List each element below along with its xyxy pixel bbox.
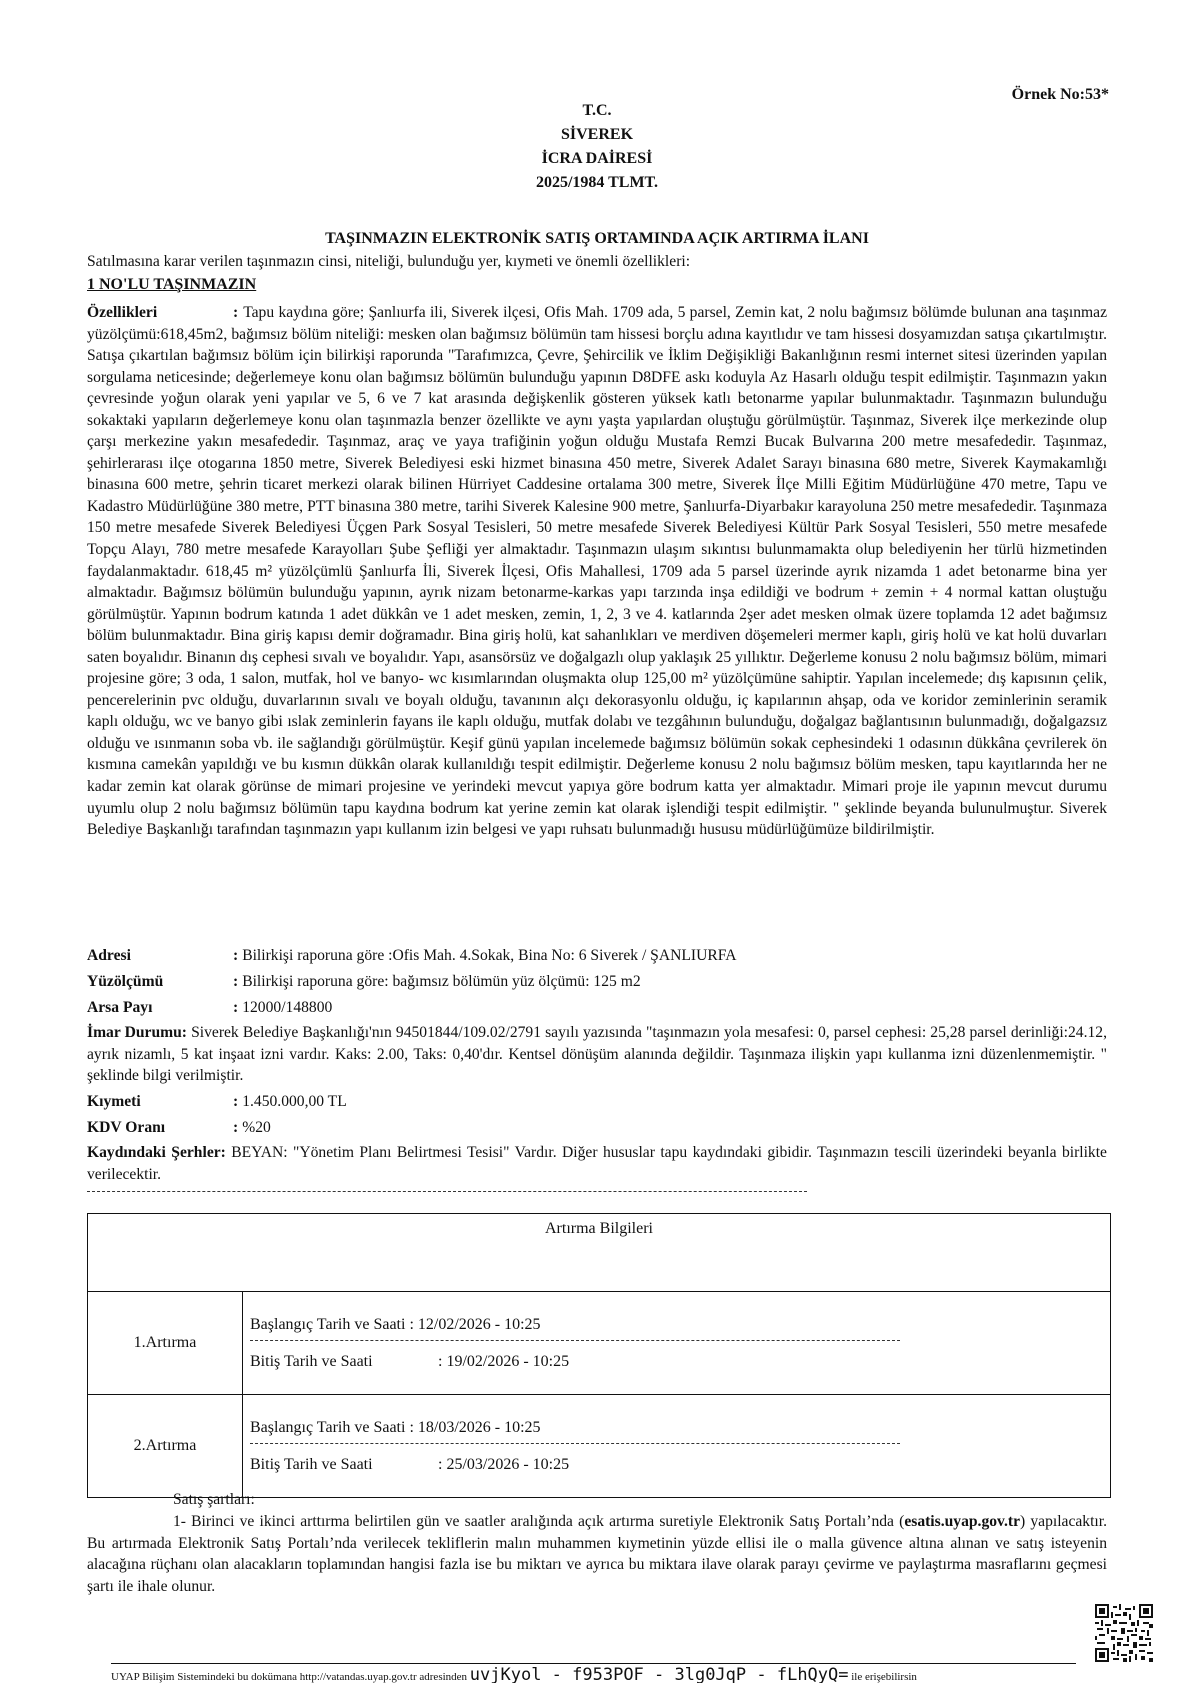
address-value: Bilirkişi raporuna göre :Ofis Mah. 4.Sokak, Bina No: 6 Siverek / ŞANLIURFA (242, 947, 737, 964)
zoning-paragraph (87, 1022, 1107, 1087)
round-1-end-label: Bitiş Tarih ve Saati (250, 1352, 373, 1370)
land-share-value: 12000/148800 (242, 999, 333, 1016)
features-text: Tapu kaydına göre; Şanlıurfa ili, Siverek ilçesi, Ofis Mah. 1709 ada, 5 parsel, Zemin kat, 2 nolu bağımsız bölümde bulunan ana taşınmaz yüzölçümü:618,45m2, bağımsız bölüm niteliği: mesken olan bağımsız bölümün tam hissesi borçlu adına kayıtlıdır ve tam hissesi dosyamızdan satışa çıkartılmıştır. Satışa çıkartılan bağımsız bölüm için bilirkişi raporunda "Tarafımızca, Çevre, Şehircilik ve İklim Değişikliği Bakanlığının resmi internet sitesi üzerinden yapılan sorgulama neticesinde; değerlemeye konu olan bağımsız bölümün bulunduğu yapının D8DFE askı koduyla Az Hasarlı olduğu tespit edilmiştir. Taşınmazın yakın çevresinde yoğun olarak yeni yapılar ve 5, 6 ve 7 kat arasında değişkenlik gösteren yüksek katlı betonarme yapılar bulunmaktadır. Taşınmazın bulunduğu sokaktaki yapıların değerlemeye konu olan taşınmazla benzer özellikte ve aynı yaşta yapılardan oluştuğu görülmüştür. Taşınmaz, Siverek ilçe merkezinde olup çarşı merkezine yakın mesafededir. Taşınmaz, araç ve yaya trafiğinin yoğun olduğu Mustafa Remzi Bucak Bulvarına 200 metre mesafededir. Taşınmaz, şehirlerarası ilçe otogarına 1850 metre, Siverek Belediyesi eski hizmet binasına 450 metre, Siverek Adalet Sarayı binasına 680 metre, Siverek Kaymakamlığı binasına 600 metre, şehrin ticaret merkezi olarak bilinen Hürriyet Caddesine ortalama 300 metre, Siverek İlçe Milli Eğitim Müdürlüğüne 470 metre, Tapu ve Kadastro Müdürlüğüne 380 metre, PTT binasına 380 metre, tarihi Siverek Kalesine 900 metre, Şanlıurfa-Diyarbakır karayoluna 250 metre mesafededir. Taşınmaza 150 metre mesafede Siverek Belediyesi Üçgen Park Sosyal Tesisleri, 50 metre mesafede Siverek Belediyesi Kültür Park Sosyal Tesisleri, 550 metre mesafede Topçu Alayı, 780 metre mesafede Karayolları Şube Şefliği yer almaktadır. Taşınmazın ulaşım sıkıntısı bulunmamakta olup belediyenin her türlü hizmetinden faydalanmaktadır. 618,45 m² yüzölçümlü Şanlıurfa İli, Siverek İlçesi, Ofis Mahallesi, 1709 ada 5 parsel üzerinde ayrık nizamda 1 adet betonarme bina yer almaktadır. Bağımsız bölümün bulunduğu yapının, ayrık nizam betonarme-karkas yapı tarzında inşa edildiği ve bodrum + zemin + 4 normal kattan oluştuğu görülmüştür. Yapının bodrum katında 1 adet dükkân ve 1 adet mesken, zemin, 1, 2, 3 ve 4. katlarında 2şer adet mesken olmak üzere toplamda 12 adet bağımsız bölüm bulunmaktadır. Bina giriş kapısı demir doğramadır. Bina giriş holü, kat sahanlıkları ve merdiven döşemeleri mermer kaplı, giriş holü ve kat holü duvarları saten boyalıdır. Binanın dış cephesi sıvalı ve boyalıdır. Yapı, asansörsüz ve doğalgazlı olup yaklaşık 25 yıllıktır. Değerleme konusu 2 nolu bağımsız bölüm, mimari projesine göre; 3 oda, 1 salon, mutfak, hol ve banyo- wc kısımlarından oluşmakta olup 125,00 m² yüzölçümüne sahiptir. Yapılan incelemede; dış kapısının çelik, pencerelerinin pvc olduğu, duvarlarının sıvalı ve boyalı olduğu, tavanının alçı dekorasyonlu olduğu, iç kapılarının ahşap, oda ve koridor zeminlerinin seramik kaplı olduğu, wc ve banyo gibi ıslak zeminlerin fayans ile kaplı olduğu, mutfak dolabı ve tezgâhının bulunduğu, doğalgaz bağlantısının bulunmadığı, doğalgazsız olduğu ve ısınmanın soba vb. ile sağlandığı görülmüştür. Keşif günü yapılan incelemede bağımsız bölümün sokak cephesindeki 1 odasının dükkâna çevrilerek ön kısmına camekân yapıldığı ve bu kısmın dükkân olarak kullanıldığı tespit edilmiştir. Değerleme konusu 2 nolu bağımsız bölüm mesken, tapu kayıtlarında her ne kadar zemin kat olarak görünse de mimari projesine ve yerindeki mevcut yapıya göre bodrum katta yer almaktadır. Mimari proje ile yapının mevcut durumu uyumlu olup 2 nolu bağımsız bölümün tapu kaydına bodrum kat yerine zemin kat olarak işlendiği tespit edilmiştir. " şeklinde beyanda bulunulmuştur. Siverek Belediye Başkanlığı tarafından taşınmazın yapı kullanım izin belgesi ve yapı ruhsatı bulunmadığı hususu müdürlüğümüze bildirilmiştir. (87, 304, 1107, 839)
land-share-row: Arsa Payı : 12000/148800 (87, 999, 333, 1016)
footer-suffix: ile erişebilirsin (851, 1671, 917, 1683)
office-name: İCRA DAİRESİ (541, 150, 653, 167)
document-page (87, 0, 1107, 1683)
round-1-start: : 12/02/2026 - 10:25 (409, 1315, 541, 1333)
round-2-start: : 18/03/2026 - 10:25 (409, 1418, 541, 1436)
zoning-value: Siverek Belediye Başkanlığı'nın 94501844/109.02/2791 sayılı yazısında "taşınmazın yola mesafesi: 0, parsel cephesi: 25,28 parsel derinliği:24.12, ayrık nizamlı, 5 kat inşaat izni vardır. Kaks: 2.00, Taks: 0,40'dır. Kentsel dönüşüm alanında değildir. Taşınmaza ilişkin yapı kullanma izni düzenlenmemiştir. " şeklinde bilgi verilmiştir. (87, 1024, 1107, 1085)
verification-code: uvjKyol - f953POF - 3lg0JqP - fLhQyQ= (469, 1665, 849, 1683)
sample-number: Örnek No:53* (1011, 86, 1109, 103)
address-row: Adresi : Bilirkişi raporuna göre :Ofis Mah. 4.Sokak, Bina No: 6 Siverek / ŞANLIURFA (87, 947, 737, 964)
terms-heading: Satış şartları: (173, 1491, 255, 1508)
area-label: Yüzölçümü (87, 973, 164, 990)
round-2-end: : 25/03/2026 - 10:25 (438, 1455, 570, 1473)
dashed-separator (87, 1191, 807, 1192)
auction-table (87, 1213, 1111, 1498)
land-share-label: Arsa Payı (87, 999, 153, 1016)
terms-item-1 (87, 1511, 1107, 1597)
footer-prefix: UYAP Bilişim Sistemindeki bu dokümana http://vatandas.uyap.gov.tr adresinden (111, 1671, 468, 1683)
round-1-name: 1.Artırma (88, 1292, 243, 1395)
vat-row: KDV Oranı : %20 (87, 1119, 271, 1136)
round-2-start-label: Başlangıç Tarih ve Saati (250, 1418, 406, 1436)
country-header: T.C. (582, 102, 612, 119)
qr-code-icon (1095, 1604, 1153, 1662)
features-label: Özellikleri (87, 304, 158, 321)
annotations-value: BEYAN: "Yönetim Planı Belirtmesi Tesisi" Vardır. Diğer hususlar tapu kaydındaki gibidir. Taşınmazın tescili üzerindeki beyanla birlikte verilecektir. (87, 1144, 1107, 1183)
footer (111, 1665, 917, 1683)
footer-rule (111, 1663, 1076, 1664)
notice-title: TAŞINMAZIN ELEKTRONİK SATIŞ ORTAMINDA AÇIK ARTIRMA İLANI (325, 230, 869, 247)
court-city: SİVEREK (560, 126, 634, 143)
area-value: Bilirkişi raporuna göre: bağımsız bölümün yüz ölçümü: 125 m2 (242, 973, 641, 990)
auction-table-title: Artırma Bilgileri (88, 1214, 1111, 1264)
area-row: Yüzölçümü : Bilirkişi raporuna göre: bağımsız bölümün yüz ölçümü: 125 m2 (87, 973, 641, 990)
round-1-start-label: Başlangıç Tarih ve Saati (250, 1315, 406, 1333)
intro-text: Satılmasına karar verilen taşınmazın cinsi, niteliği, bulunduğu yer, kıymeti ve önemli özellikleri: (87, 253, 691, 270)
value-label: Kıymeti (87, 1093, 141, 1110)
terms-item-1-suffix: ) yapılacaktır. Bu artırmada Elektronik Satış Portalı’nda verilecek tekliflerin malın muhammen kıymetinin yüzde ellisi ile o malla güvence altına alınan ve satış isteyenin alacağına rüçhanı olan alacakların toplamından hangisi fazla ise bu miktarı ve ayrıca bu miktara ilave olarak parayı çevirme ve paylaştırma masraflarını geçmesi şartı ile ihale olunur. (87, 1513, 1107, 1595)
round-2-end-label: Bitiş Tarih ve Saati (250, 1455, 373, 1473)
round-2-name: 2.Artırma (88, 1395, 243, 1498)
portal-link[interactable]: esatis.uyap.gov.tr (904, 1513, 1020, 1530)
annotations-paragraph (87, 1142, 1107, 1185)
zoning-label: İmar Durumu: (87, 1024, 187, 1041)
round-1-end: : 19/02/2026 - 10:25 (438, 1352, 570, 1370)
auction-round-1 (88, 1292, 1111, 1395)
value-row: Kıymeti : 1.450.000,00 TL (87, 1093, 347, 1110)
vat-label: KDV Oranı (87, 1119, 166, 1136)
file-number: 2025/1984 TLMT. (535, 174, 659, 191)
annotations-label: Kaydındaki Şerhler: (87, 1144, 226, 1161)
lot-title: 1 NO'LU TAŞINMAZIN (87, 276, 257, 293)
value-amount: 1.450.000,00 TL (242, 1093, 347, 1110)
features-paragraph: Özellikleri : Tapu kaydına göre; Şanlıurfa ili, Siverek ilçesi, Ofis Mah. 1709 ada, 5 parsel, Zemin kat, 2 nolu bağımsız bölümde bulunan ana taşınmaz yüzölçümü:618,45m2, bağımsız bölüm niteliği: mesken olan bağımsız bölümün tam hissesi borçlu adına kayıtlıdır ve tam hissesi dosyamızdan satışa çıkartılmıştır. Satışa çıkartılan bağımsız bölüm için bilirkişi raporunda "Tarafımızca, Çevre, Şehircilik ve İklim Değişikliği Bakanlığının resmi internet sitesi üzerinden yapılan sorgulama neticesinde; değerlemeye konu olan bağımsız bölümün bulunduğu yapının D8DFE askı koduyla Az Hasarlı olduğu tespit edilmiştir. Taşınmazın yakın çevresinde yoğun olarak yeni yapılar ve 5, 6 ve 7 kat arasında değişkenlik gösteren yüksek katlı betonarme yapılar bulunmaktadır. Taşınmazın bulunduğu sokaktaki yapıların değerlemeye konu olan taşınmazla benzer özellikte ve aynı yaşta yapılardan oluştuğu görülmüştür. Taşınmaz, Siverek ilçe merkezinde olup çarşı merkezine yakın mesafededir. Taşınmaz, araç ve yaya trafiğinin yoğun olduğu Mustafa Remzi Bucak Bulvarına 200 metre mesafededir. Taşınmaz, şehirlerarası ilçe otogarına 1850 metre, Siverek Belediyesi eski hizmet binasına 450 metre, Siverek Adalet Sarayı binasına 680 metre, Siverek Kaymakamlığı binasına 600 metre, şehrin ticaret merkezi olarak bilinen Hürriyet Caddesine ortalama 300 metre, Siverek İlçe Milli Eğitim Müdürlüğüne 470 metre, Tapu ve Kadastro Müdürlüğüne 380 metre, PTT binasına 380 metre, tarihi Siverek Kalesine 900 metre, Şanlıurfa-Diyarbakır karayoluna 250 metre mesafededir. Taşınmaza 150 metre mesafede Siverek Belediyesi Üçgen Park Sosyal Tesisleri, 50 metre mesafede Siverek Belediyesi Kültür Park Sosyal Tesisleri, 550 metre mesafede Topçu Alayı, 780 metre mesafede Karayolları Şube Şefliği yer almaktadır. Taşınmazın ulaşım sıkıntısı bulunmamakta olup belediyenin her türlü hizmetinden faydalanmaktadır. 618,45 m² yüzölçümlü Şanlıurfa İli, Siverek İlçesi, Ofis Mahallesi, 1709 ada 5 parsel üzerinde ayrık nizamda 1 adet betonarme bina yer almaktadır. Bağımsız bölümün bulunduğu yapının, ayrık nizam betonarme-karkas yapı tarzında inşa edildiği ve bodrum + zemin + 4 normal kattan oluştuğu görülmüştür. Yapının bodrum katında 1 adet dükkân ve 1 adet mesken, zemin, 1, 2, 3 ve 4. katlarında 2şer adet mesken olmak üzere toplamda 12 adet bağımsız bölüm bulunmaktadır. Bina giriş kapısı demir doğramadır. Bina giriş holü, kat sahanlıkları ve merdiven döşemeleri mermer kaplı, giriş holü ve kat holü duvarları saten boyalıdır. Binanın dış cephesi sıvalı ve boyalıdır. Yapı, asansörsüz ve doğalgazlı olup yaklaşık 25 yıllıktır. Değerleme konusu 2 nolu bağımsız bölüm, mimari projesine göre; 3 oda, 1 salon, mutfak, hol ve banyo- wc kısımlarından oluşmakta olup 125,00 m² yüzölçümüne sahiptir. Yapılan incelemede; dış kapısının çelik, pencerelerinin pvc olduğu, duvarlarının sıvalı ve boyalı olduğu, tavanının alçı dekorasyonlu olduğu, iç kapılarının ahşap, oda ve koridor zeminlerinin seramik kaplı olduğu, wc ve banyo gibi ıslak zeminlerin fayans ile kaplı olduğu, mutfak dolabı ve tezgâhının bulunduğu, doğalgaz bağlantısının bulunmadığı, doğalgazsız olduğu ve ısınmanın soba vb. ile sağlandığı görülmüştür. Keşif günü yapılan incelemede bağımsız bölümün sokak cephesindeki 1 odasının dükkâna çevrilerek ön kısmına camekân yapıldığı ve bu kısmın dükkân olarak kullanıldığı tespit edilmiştir. Değerleme konusu 2 nolu bağımsız bölüm mesken, tapu kayıtlarında her ne kadar zemin kat olarak görünse de mimari projesine ve yerindeki mevcut yapıya göre bodrum katta yer almaktadır. Mimari proje ile yapının mevcut durumu uyumlu olup 2 nolu bağımsız bölümün tapu kaydına bodrum kat yerine zemin kat olarak işlendiği tespit edilmiştir. " şeklinde beyanda bulunulmuştur. Siverek Belediye Başkanlığı tarafından taşınmazın yapı kullanım izin belgesi ve yapı ruhsatı bulunmadığı hususu müdürlüğümüze bildirilmiştir. (87, 304, 1107, 839)
address-label: Adresi (87, 947, 131, 964)
terms-item-1-prefix: 1- Birinci ve ikinci arttırma belirtilen gün ve saatler aralığında açık artırma suretiyle Elektronik Satış Portalı’nda ( (173, 1513, 905, 1530)
auction-round-2 (88, 1395, 1111, 1498)
vat-value: %20 (242, 1119, 271, 1136)
